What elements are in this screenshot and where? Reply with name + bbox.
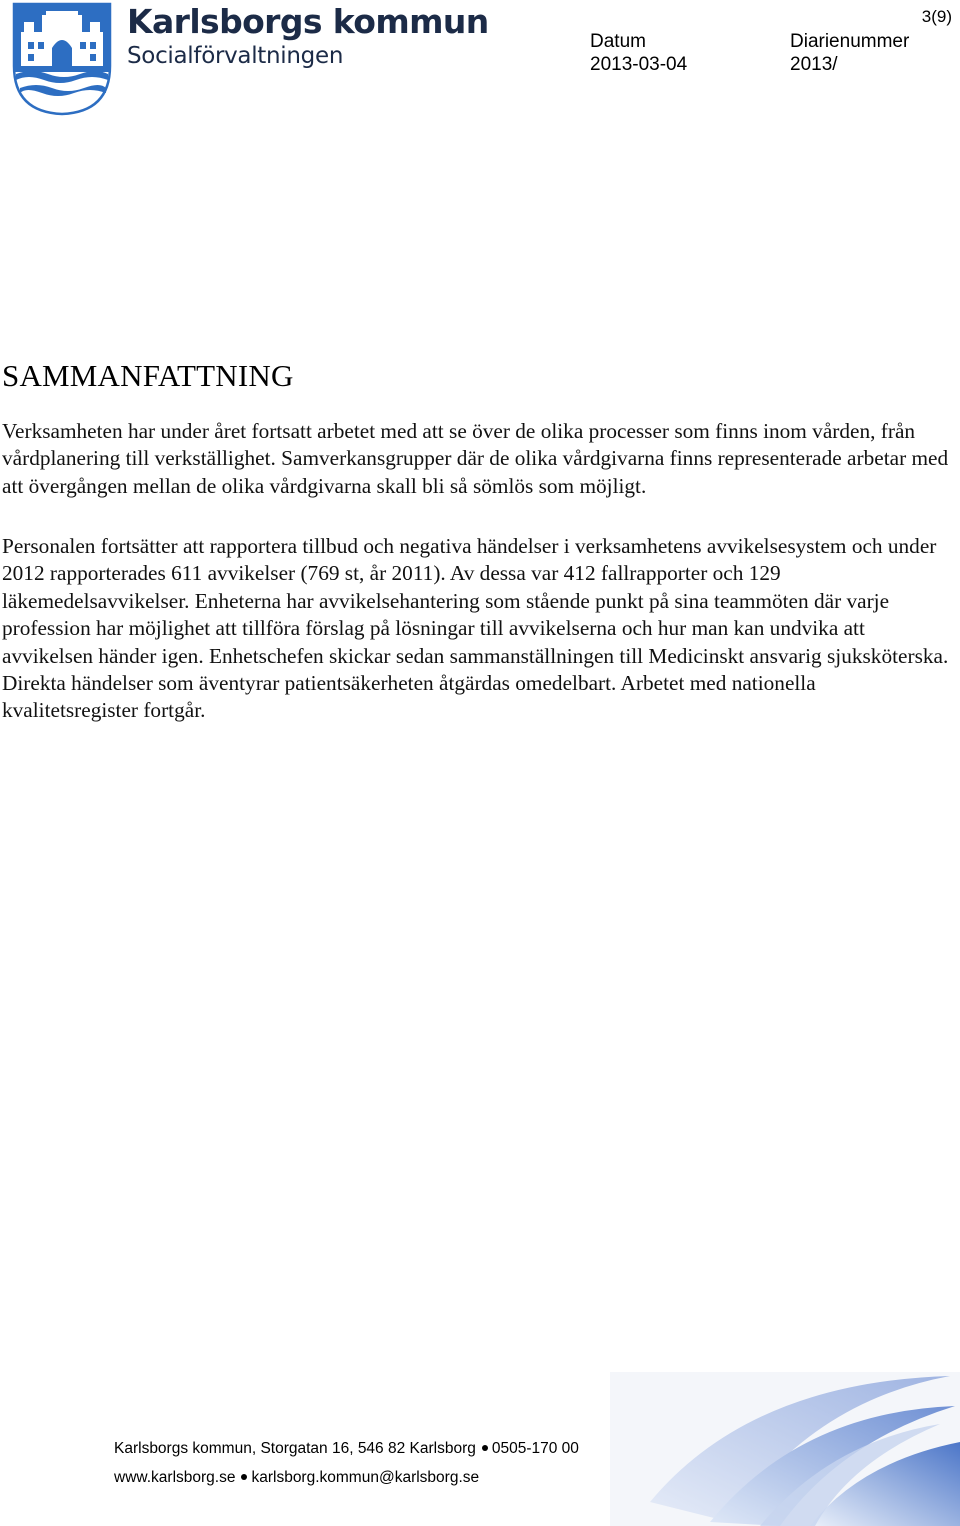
org-name: Karlsborgs kommun (127, 2, 489, 41)
registry-number-label: Diarienummer (790, 31, 910, 52)
date-value: 2013-03-04 (590, 54, 688, 75)
page-number: 3(9) (921, 7, 952, 26)
footer-web-line (114, 1469, 479, 1487)
registry-number-value: 2013/ (790, 54, 838, 75)
footer-website-link[interactable]: www.karlsborg.se (114, 1469, 236, 1486)
department-name: Socialförvaltningen (127, 43, 344, 69)
paragraph-2: Personalen fortsätter att rapportera tillbud och negativa händelser i verksamhetens avvikelsesystem och under 2012 rapporterades 611 avvikelser (769 st, år 2011). Av dessa var 412 fallrapporter och 129 läkemedelsavvikelser. Enheterna har avvikelsehantering som stående punkt på sina teammöten där varje profession har möjlighet att tillföra förslag på lösningar till avvikelserna och hur man kan undvika att avvikelsen händer igen. Enhetschefen skickar sedan sammanställningen till Medicinskt ansvarig sjuksköterska. Direkta händelser som äventyrar patientsäkerheten åtgärdas omedelbart. Arbetet med nationella kvalitetsregister fortgår. (2, 534, 949, 723)
municipal-logo-icon (12, 2, 112, 116)
waves-decoration-icon (610, 1372, 960, 1526)
footer-phone: 0505-170 00 (491, 1440, 579, 1457)
date-label: Datum (590, 31, 646, 52)
footer-address: Karlsborgs kommun, Storgatan 16, 546 82 Karlsborg (114, 1440, 476, 1457)
section-heading: SAMMANFATTNING (2, 358, 294, 393)
footer-email-link[interactable]: karlsborg.kommun@karlsborg.se (251, 1469, 480, 1486)
paragraph-1: Verksamheten har under året fortsatt arbetet med att se över de olika processer som finns inom vården, från vårdplanering till verkställighet. Samverkansgrupper där de olika vårdgivarna finns representerade arbetar med att övergången mellan de olika vårdgivarna skall bli så sömlös som möjligt. (2, 419, 949, 498)
footer-contact-line (114, 1440, 579, 1458)
bullet-icon (482, 1445, 488, 1451)
bullet-icon (241, 1474, 247, 1480)
